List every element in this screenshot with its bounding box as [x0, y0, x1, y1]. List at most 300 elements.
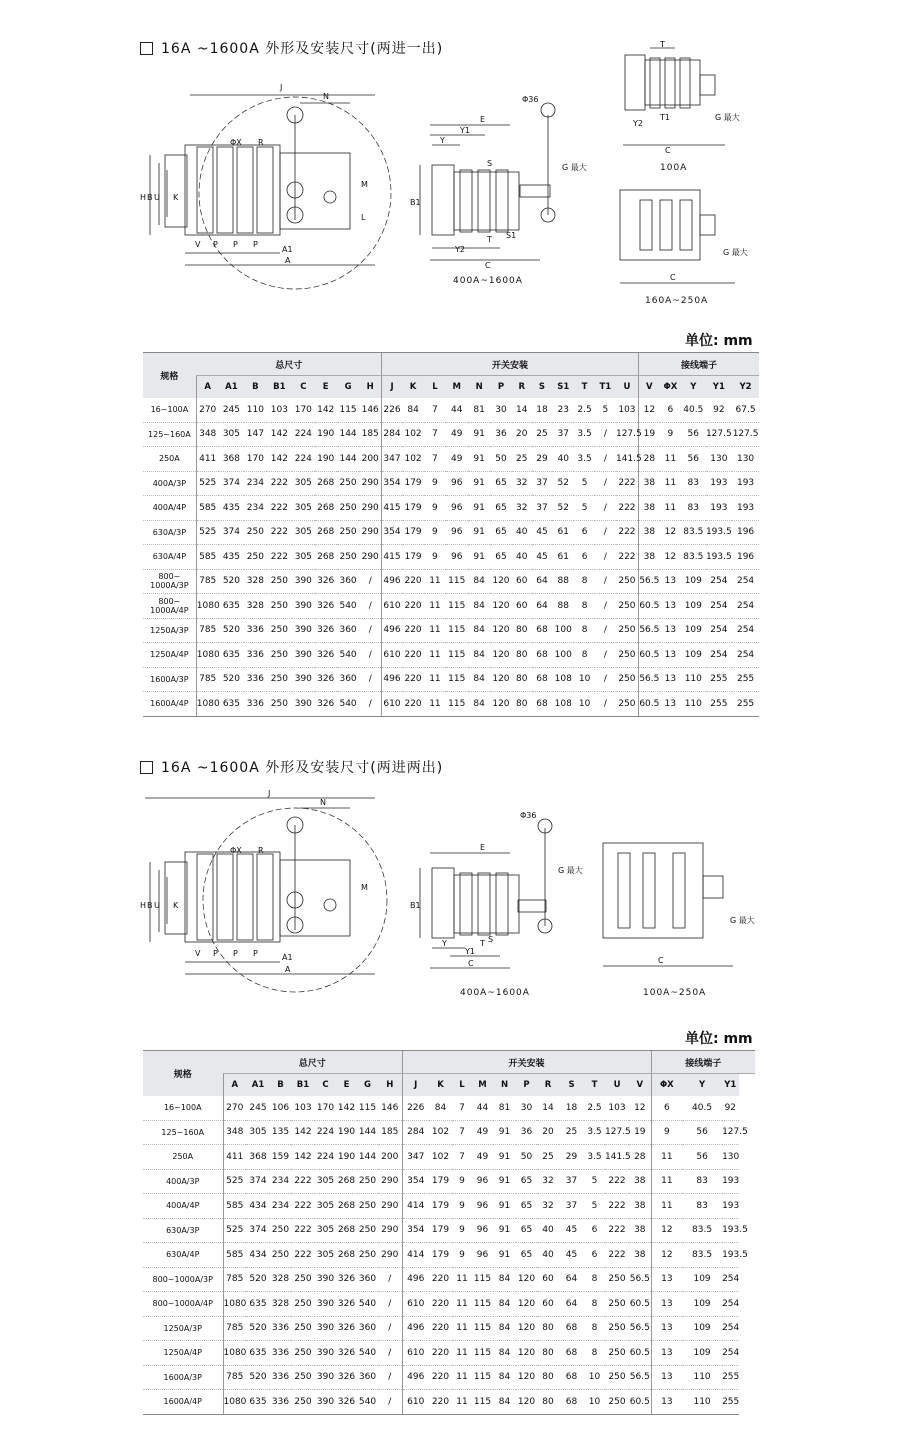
value-cell: 38 [629, 1243, 651, 1268]
value-cell: 11 [651, 1194, 682, 1219]
label-G-max: G 最大 [730, 916, 755, 925]
value-cell: / [595, 594, 616, 619]
column-header: V [629, 1074, 651, 1097]
spec-cell: 400A/3P [143, 471, 196, 496]
value-cell: 96 [472, 1169, 493, 1194]
spec-cell: 1250A/3P [143, 618, 196, 643]
value-cell: 250 [605, 1341, 629, 1366]
value-cell: 268 [315, 496, 337, 521]
value-cell: 141.5 [616, 447, 638, 472]
label-J: J [280, 83, 283, 92]
value-cell: 610 [382, 594, 402, 619]
section2-right-drawing [598, 838, 755, 968]
value-cell: / [595, 569, 616, 594]
value-cell: 23 [552, 398, 574, 422]
value-cell: 13 [651, 1365, 682, 1390]
value-cell: 305 [315, 1243, 336, 1268]
value-cell: 52 [552, 471, 574, 496]
table-row [143, 471, 759, 496]
value-cell: 222 [267, 520, 293, 545]
value-cell: 496 [382, 569, 402, 594]
value-cell: 115 [446, 692, 468, 717]
value-cell: 305 [292, 545, 314, 570]
value-cell: 103 [605, 1096, 629, 1120]
value-cell: 496 [402, 1365, 429, 1390]
value-cell: 179 [429, 1218, 452, 1243]
value-cell: / [378, 1390, 402, 1415]
column-header: P [516, 1074, 537, 1097]
spec-cell: 16~100A [143, 1096, 223, 1120]
value-cell: 196 [732, 520, 759, 545]
value-cell: 11 [424, 692, 445, 717]
label-C: C [485, 261, 491, 270]
value-cell: 6 [584, 1243, 605, 1268]
value-cell: 268 [336, 1194, 357, 1219]
value-cell: 8 [584, 1316, 605, 1341]
value-cell: 38 [629, 1218, 651, 1243]
value-cell: 250 [267, 594, 293, 619]
value-cell: 635 [219, 692, 245, 717]
value-cell: 68 [559, 1365, 584, 1390]
value-cell: 84 [493, 1267, 516, 1292]
label-H: H [140, 193, 147, 202]
value-cell: 7 [424, 447, 445, 472]
value-cell: 142 [291, 1145, 315, 1170]
value-cell: 10 [584, 1390, 605, 1415]
value-cell: 336 [270, 1316, 291, 1341]
column-header: L [452, 1074, 472, 1097]
table-row [143, 422, 759, 447]
column-header: S1 [552, 376, 574, 399]
column-header: B [270, 1074, 291, 1097]
value-cell: 115 [472, 1341, 493, 1366]
value-cell: 109 [681, 569, 706, 594]
value-cell: 190 [315, 422, 337, 447]
value-cell: 120 [516, 1365, 537, 1390]
value-cell: 360 [337, 667, 359, 692]
value-cell: 254 [706, 594, 733, 619]
value-cell: 390 [292, 692, 314, 717]
value-cell: 100 [552, 643, 574, 668]
value-cell: 347 [402, 1145, 429, 1170]
label-G-max: G 最大 [562, 163, 587, 172]
value-cell: 7 [452, 1120, 472, 1145]
value-cell: 290 [378, 1169, 402, 1194]
spec-cell: 1600A/3P [143, 1365, 223, 1390]
value-cell: 36 [490, 422, 511, 447]
value-cell: 390 [292, 594, 314, 619]
value-cell: 635 [246, 1390, 270, 1415]
value-cell: 220 [402, 643, 424, 668]
value-cell: 127.5 [616, 422, 638, 447]
value-cell: 91 [468, 496, 490, 521]
value-cell: 142 [267, 447, 293, 472]
value-cell: 11 [651, 1145, 682, 1170]
value-cell: 11 [424, 569, 445, 594]
value-cell: 14 [537, 1096, 559, 1120]
section1-title [140, 38, 443, 58]
value-cell: 255 [722, 1365, 738, 1390]
value-cell: 110 [244, 398, 266, 422]
value-cell: 390 [315, 1390, 336, 1415]
value-cell: 120 [490, 594, 511, 619]
checkbox-square-icon [140, 761, 153, 774]
value-cell: 64 [532, 594, 552, 619]
section2-title-text: 16A ~1600A 外形及安装尺寸(两进两出) [161, 760, 444, 776]
value-cell: 83 [682, 1194, 722, 1219]
value-cell: 268 [336, 1243, 357, 1268]
value-cell: 61 [552, 545, 574, 570]
value-cell: 141.5 [605, 1145, 629, 1170]
value-cell: 9 [424, 471, 445, 496]
value-cell: 11 [424, 594, 445, 619]
value-cell: 196 [732, 545, 759, 570]
value-cell: 56.5 [629, 1267, 651, 1292]
value-cell: 91 [493, 1145, 516, 1170]
value-cell: 411 [223, 1145, 246, 1170]
value-cell: 254 [706, 618, 733, 643]
value-cell: 254 [722, 1316, 738, 1341]
value-cell: 435 [219, 545, 245, 570]
value-cell: 222 [291, 1169, 315, 1194]
label-Y1: Y1 [460, 126, 470, 135]
value-cell: 250 [267, 692, 293, 717]
value-cell: 144 [357, 1145, 378, 1170]
value-cell: 305 [292, 520, 314, 545]
value-cell: 220 [429, 1292, 452, 1317]
value-cell: 110 [682, 1390, 722, 1415]
value-cell: 170 [315, 1096, 336, 1120]
value-cell: 5 [574, 496, 594, 521]
spec-cell: 125~160A [143, 422, 196, 447]
label-Y1: Y1 [465, 947, 475, 956]
column-header: P [490, 376, 511, 399]
label-C: C [468, 959, 474, 968]
value-cell: 222 [291, 1194, 315, 1219]
value-cell: 13 [660, 569, 681, 594]
value-cell: 305 [246, 1120, 270, 1145]
value-cell: 8 [574, 618, 594, 643]
section2-main-drawing [135, 790, 400, 990]
value-cell: 193.5 [706, 520, 733, 545]
value-cell: 520 [219, 569, 245, 594]
value-cell: 13 [651, 1316, 682, 1341]
value-cell: 374 [219, 471, 245, 496]
value-cell: 222 [616, 471, 638, 496]
value-cell: 226 [402, 1096, 429, 1120]
table-row [143, 594, 759, 619]
value-cell: 11 [452, 1267, 472, 1292]
value-cell: 11 [660, 496, 681, 521]
table-row [143, 1390, 755, 1415]
label-C: C [658, 956, 664, 965]
value-cell: 142 [315, 398, 337, 422]
value-cell: 60.5 [629, 1292, 651, 1317]
table-row [143, 1316, 755, 1341]
value-cell: 540 [337, 692, 359, 717]
column-header: Y [682, 1074, 722, 1097]
value-cell: 326 [315, 643, 337, 668]
value-cell: 60.5 [638, 643, 659, 668]
value-cell: 254 [732, 594, 759, 619]
value-cell: 142 [336, 1096, 357, 1120]
value-cell: 540 [357, 1390, 378, 1415]
value-cell: 222 [605, 1243, 629, 1268]
value-cell: 68 [559, 1390, 584, 1415]
column-header: V [638, 376, 659, 399]
value-cell: 25 [532, 422, 552, 447]
label-U: U [154, 901, 160, 910]
value-cell: 185 [359, 422, 381, 447]
value-cell: 32 [537, 1169, 559, 1194]
label-A1: A1 [282, 245, 293, 254]
value-cell: 226 [382, 398, 402, 422]
value-cell: 18 [559, 1096, 584, 1120]
value-cell: / [595, 422, 616, 447]
label-B: B [147, 193, 153, 202]
value-cell: 360 [357, 1267, 378, 1292]
value-cell: 142 [291, 1120, 315, 1145]
spec-cell: 250A [143, 1145, 223, 1170]
value-cell: 390 [292, 618, 314, 643]
value-cell: 434 [246, 1194, 270, 1219]
value-cell: 360 [357, 1365, 378, 1390]
value-cell: 368 [246, 1145, 270, 1170]
value-cell: 1080 [196, 594, 218, 619]
value-cell: 65 [516, 1243, 537, 1268]
value-cell: 785 [196, 569, 218, 594]
value-cell: 520 [246, 1267, 270, 1292]
value-cell: 80 [537, 1341, 559, 1366]
value-cell: 20 [512, 422, 532, 447]
value-cell: 40 [512, 545, 532, 570]
value-cell: 305 [292, 471, 314, 496]
table-row [143, 1194, 755, 1219]
value-cell: 40.5 [681, 398, 706, 422]
section1-caption-bot-right: 160A~250A [645, 296, 709, 306]
column-header: ΦX [660, 376, 681, 399]
header-group: 接线端子 [651, 1051, 755, 1074]
value-cell: 130 [732, 447, 759, 472]
value-cell: 106 [270, 1096, 291, 1120]
label-A1: A1 [282, 953, 293, 962]
value-cell: 785 [223, 1365, 246, 1390]
value-cell: 92 [722, 1096, 738, 1120]
value-cell: 29 [559, 1145, 584, 1170]
value-cell: / [359, 667, 381, 692]
value-cell: 220 [402, 594, 424, 619]
value-cell: 8 [574, 594, 594, 619]
value-cell: 84 [468, 618, 490, 643]
table-row [143, 496, 759, 521]
value-cell: 37 [532, 471, 552, 496]
value-cell: 1080 [223, 1390, 246, 1415]
value-cell: 220 [402, 692, 424, 717]
label-phi36: Φ36 [520, 811, 537, 820]
table-row [143, 667, 759, 692]
value-cell: 326 [315, 618, 337, 643]
value-cell: 525 [196, 471, 218, 496]
value-cell: 84 [468, 692, 490, 717]
value-cell: 80 [512, 667, 532, 692]
value-cell: 245 [219, 398, 245, 422]
value-cell: 84 [493, 1316, 516, 1341]
value-cell: 6 [584, 1218, 605, 1243]
value-cell: 13 [660, 594, 681, 619]
column-header: A [196, 376, 218, 399]
table-row [143, 1267, 755, 1292]
value-cell: 585 [196, 545, 218, 570]
value-cell: 250 [616, 569, 638, 594]
value-cell: 96 [472, 1243, 493, 1268]
value-cell: 222 [291, 1243, 315, 1268]
value-cell: 220 [429, 1316, 452, 1341]
value-cell: 130 [706, 447, 733, 472]
label-C: C [670, 273, 676, 282]
value-cell: 67.5 [732, 398, 759, 422]
value-cell: 250 [357, 1169, 378, 1194]
value-cell: 390 [292, 569, 314, 594]
value-cell: 115 [472, 1292, 493, 1317]
value-cell: 12 [651, 1243, 682, 1268]
value-cell: 13 [651, 1267, 682, 1292]
value-cell: 146 [378, 1096, 402, 1120]
value-cell: 3.5 [574, 447, 594, 472]
value-cell: 80 [537, 1365, 559, 1390]
value-cell: 120 [490, 643, 511, 668]
value-cell: 91 [493, 1194, 516, 1219]
value-cell: / [378, 1365, 402, 1390]
value-cell: 284 [402, 1120, 429, 1145]
value-cell: 91 [468, 520, 490, 545]
value-cell: 60 [537, 1267, 559, 1292]
value-cell: 785 [196, 618, 218, 643]
value-cell: 68 [532, 643, 552, 668]
label-B1: B1 [410, 198, 421, 207]
value-cell: 109 [682, 1292, 722, 1317]
value-cell: 254 [732, 618, 759, 643]
value-cell: 290 [378, 1194, 402, 1219]
value-cell: 326 [315, 594, 337, 619]
value-cell: 65 [516, 1169, 537, 1194]
table-row [143, 398, 759, 422]
value-cell: 414 [402, 1243, 429, 1268]
value-cell: 390 [315, 1267, 336, 1292]
value-cell: 6 [574, 520, 594, 545]
header-group: 总尺寸 [223, 1051, 402, 1074]
column-header: U [616, 376, 638, 399]
value-cell: 326 [336, 1365, 357, 1390]
value-cell: 8 [574, 643, 594, 668]
column-header: Y1 [706, 376, 733, 399]
table-row [143, 1096, 755, 1120]
value-cell: 250 [291, 1341, 315, 1366]
value-cell: 19 [638, 422, 659, 447]
value-cell: 9 [660, 422, 681, 447]
value-cell: 38 [638, 496, 659, 521]
label-K: K [173, 193, 179, 202]
value-cell: 328 [270, 1267, 291, 1292]
column-header: B1 [291, 1074, 315, 1097]
section1-right-top-drawing [615, 40, 740, 160]
value-cell: 80 [512, 692, 532, 717]
value-cell: 326 [315, 667, 337, 692]
value-cell: 220 [429, 1365, 452, 1390]
value-cell: 38 [629, 1169, 651, 1194]
value-cell: 5 [584, 1194, 605, 1219]
column-header: Y2 [732, 376, 759, 399]
value-cell: 102 [402, 447, 424, 472]
value-cell: 102 [402, 422, 424, 447]
column-header: Y [681, 376, 706, 399]
value-cell: 49 [446, 422, 468, 447]
value-cell: 110 [682, 1365, 722, 1390]
value-cell: 12 [638, 398, 659, 422]
value-cell: 96 [446, 545, 468, 570]
label-Y2: Y2 [455, 245, 465, 254]
value-cell: 40 [512, 520, 532, 545]
column-header: M [472, 1074, 493, 1097]
value-cell: 290 [359, 471, 381, 496]
value-cell: 222 [616, 496, 638, 521]
value-cell: 354 [382, 520, 402, 545]
value-cell: 250 [337, 496, 359, 521]
label-R: R [258, 846, 264, 855]
value-cell: 127.5 [706, 422, 733, 447]
value-cell: 305 [315, 1194, 336, 1219]
value-cell: 10 [574, 667, 594, 692]
value-cell: 102 [429, 1120, 452, 1145]
value-cell: 38 [638, 520, 659, 545]
value-cell: 268 [336, 1218, 357, 1243]
value-cell: 9 [452, 1194, 472, 1219]
value-cell: 193 [706, 471, 733, 496]
spec-cell: 250A [143, 447, 196, 472]
section2-unit-label: 单位: mm [685, 1031, 753, 1047]
value-cell: 268 [315, 520, 337, 545]
value-cell: 496 [402, 1316, 429, 1341]
value-cell: 115 [446, 667, 468, 692]
value-cell: 360 [337, 618, 359, 643]
value-cell: 326 [336, 1292, 357, 1317]
value-cell: 179 [429, 1243, 452, 1268]
value-cell: 120 [490, 667, 511, 692]
value-cell: 411 [196, 447, 218, 472]
value-cell: 250 [616, 618, 638, 643]
value-cell: 120 [516, 1292, 537, 1317]
value-cell: 7 [452, 1096, 472, 1120]
value-cell: / [359, 618, 381, 643]
value-cell: 68 [532, 618, 552, 643]
value-cell: 390 [315, 1292, 336, 1317]
value-cell: 25 [559, 1120, 584, 1145]
value-cell: 80 [512, 643, 532, 668]
value-cell: 88 [552, 569, 574, 594]
value-cell: 60 [537, 1292, 559, 1317]
value-cell: 84 [493, 1341, 516, 1366]
value-cell: 61 [552, 520, 574, 545]
value-cell: / [378, 1316, 402, 1341]
value-cell: 56 [681, 422, 706, 447]
value-cell: 268 [315, 545, 337, 570]
label-M: M [361, 180, 368, 189]
value-cell: 110 [681, 667, 706, 692]
table-row [143, 520, 759, 545]
value-cell: 434 [246, 1243, 270, 1268]
value-cell: 390 [292, 643, 314, 668]
value-cell: 193.5 [706, 545, 733, 570]
column-header: B [244, 376, 266, 399]
